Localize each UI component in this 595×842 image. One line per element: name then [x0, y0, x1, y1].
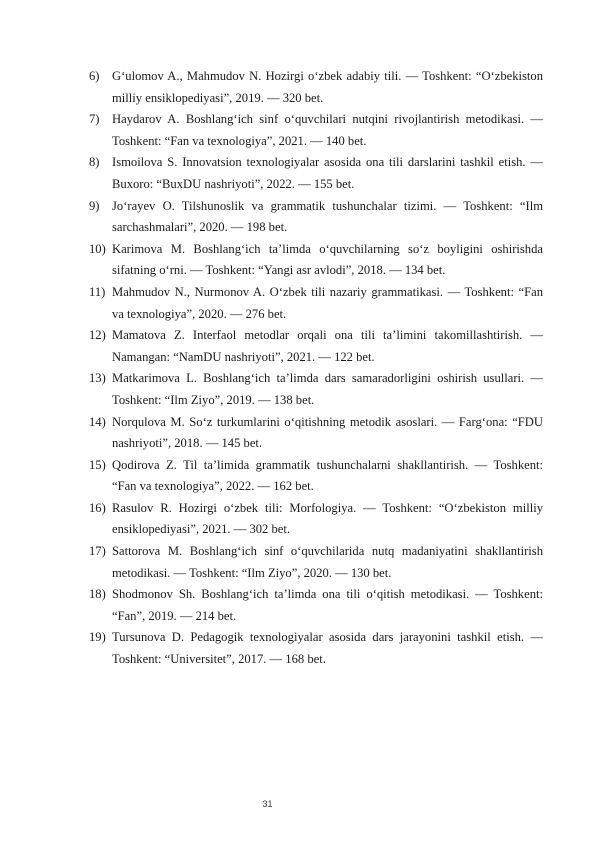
reference-number: 6): [89, 69, 100, 83]
reference-text: Tursunova D. Pedagogik texnologiyalar asosida dars jarayonini tashkil etish. — Toshkent: “Universitet”, 2017. — 168 bet.: [112, 630, 543, 667]
reference-number: 7): [89, 112, 100, 127]
reference-text: Jo‘rayev O. Tilshunoslik va grammatik tushunchalar tizimi. — Toshkent: “Ilm sarchashmalari”, 2020. — 198 bet.: [112, 198, 543, 235]
reference-number: 11): [89, 284, 106, 299]
page-number: 31: [262, 799, 273, 809]
reference-item: [89, 541, 543, 584]
reference-item: [89, 196, 543, 239]
reference-item: [89, 109, 543, 152]
reference-item: [89, 282, 543, 325]
reference-text: Mahmudov N., Nurmonov A. O‘zbek tili nazariy grammatikasi. — Toshkent: “Fan va texnologiya”, 2020. — 276 bet.: [112, 284, 543, 321]
reference-item: [89, 412, 543, 455]
reference-text: Haydarov A. Boshlang‘ich sinf o‘quvchilari nutqini rivojlantirish metodikasi. — Toshkent: “Fan va texnologiya”, 2021. — 140 bet.: [112, 112, 543, 148]
reference-list: [89, 66, 543, 671]
reference-item: [89, 152, 543, 195]
reference-number: 17): [89, 544, 106, 559]
reference-item: [89, 498, 543, 541]
reference-item: [89, 627, 543, 670]
reference-text: Ismoilova S. Innovatsion texnologiyalar asosida ona tili darslarini tashkil etish. — Buxoro: “BuxDU nashriyoti”, 2022. — 155 bet.: [112, 155, 543, 191]
reference-number: 16): [89, 500, 106, 515]
reference-item: [89, 584, 543, 627]
reference-number: 14): [89, 414, 106, 429]
reference-number: 19): [89, 630, 106, 645]
reference-item: [89, 66, 543, 109]
reference-number: 12): [89, 328, 106, 343]
reference-text: Sattorova M. Boshlang‘ich sinf o‘quvchilarida nutq madaniyatini shakllantirish metodikasi. — Toshkent: “Ilm Ziyo”, 2020. — 130 bet.: [112, 544, 543, 580]
reference-text: G‘ulomov A., Mahmudov N. Hozirgi o‘zbek adabiy tili. — Toshkent: “O‘zbekiston milliy ensiklopediyasi”, 2019. — 320 bet.: [112, 69, 543, 105]
reference-text: Qodirova Z. Til ta’limida grammatik tushunchalarni shakllantirish. — Toshkent: “Fan va texnologiya”, 2022. — 162 bet.: [112, 457, 543, 494]
reference-number: 13): [89, 371, 106, 386]
reference-text: Mamatova Z. Interfaol metodlar orqali ona tili ta’limini takomillashtirish. — Namangan: “NamDU nashriyoti”, 2021. — 122 bet.: [112, 328, 543, 364]
reference-text: Shodmonov Sh. Boshlang‘ich ta’limda ona tili o‘qitish metodikasi. — Toshkent: “Fan”, 2019. — 214 bet.: [112, 587, 543, 623]
reference-number: 18): [89, 587, 106, 602]
reference-number: 10): [89, 241, 106, 256]
reference-number: 9): [89, 198, 100, 213]
reference-item: [89, 325, 543, 368]
reference-text: Norqulova M. So‘z turkumlarini o‘qitishning metodik asoslari. — Farg‘ona: “FDU nashriyoti”, 2018. — 145 bet.: [112, 414, 543, 451]
reference-text: Matkarimova L. Boshlang‘ich ta’limda dars samaradorligini oshirish usullari. — Toshkent: “Ilm Ziyo”, 2019. — 138 bet.: [112, 371, 543, 407]
reference-number: 15): [89, 457, 106, 472]
reference-text: Rasulov R. Hozirgi o‘zbek tili: Morfologiya. — Toshkent: “O‘zbekiston milliy ensiklopediyasi”, 2021. — 302 bet.: [112, 500, 543, 537]
reference-item: [89, 368, 543, 411]
reference-item: [89, 455, 543, 498]
reference-text: Karimova M. Boshlang‘ich ta’limda o‘quvchilarning so‘z boyligini oshirishda sifatning o‘rni. — Toshkent: “Yangi asr avlodi”, 2018. — 134 bet.: [112, 241, 543, 278]
reference-item: [89, 239, 543, 282]
reference-number: 8): [89, 155, 100, 170]
